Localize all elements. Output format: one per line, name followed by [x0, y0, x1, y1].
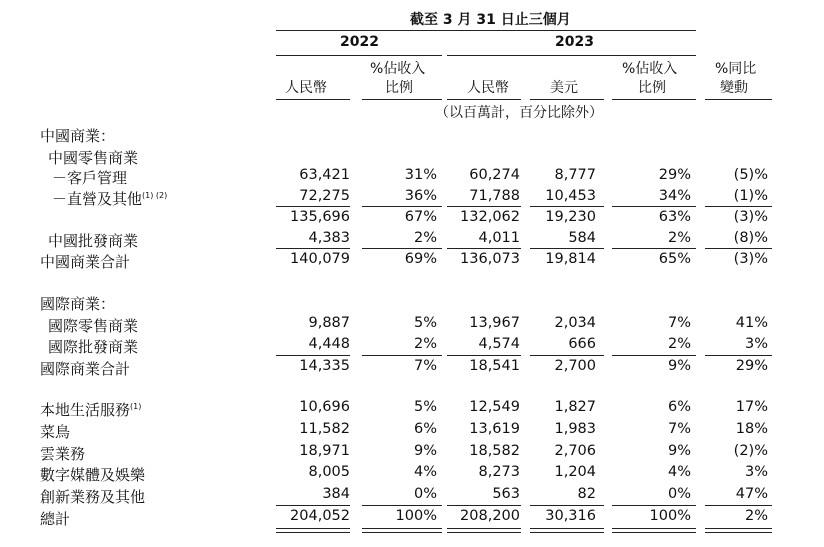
row-label: [52, 167, 127, 188]
table-cell: (8)%: [733, 230, 768, 246]
row-label: [40, 399, 141, 420]
col-pct-2022-l2: 比例: [385, 80, 413, 96]
table-cell: 2%: [413, 230, 437, 246]
rule-line: [612, 505, 696, 506]
table-cell: 69%: [404, 251, 437, 267]
table-cell: 19,230: [545, 209, 596, 225]
table-cell: 2%: [667, 336, 691, 352]
rule-line: [362, 248, 442, 249]
table-cell: 384: [322, 486, 350, 502]
table-cell: 4%: [667, 464, 691, 480]
row-label-text: 創新業務及其他: [40, 488, 146, 506]
table-cell: 7%: [667, 421, 691, 437]
rule-line: [447, 248, 521, 249]
table-cell: 7%: [413, 358, 437, 374]
row-label-text: －直營及其他: [52, 190, 143, 208]
rule-line: [276, 206, 350, 207]
table-cell: 1,204: [554, 464, 596, 480]
row-label-text: 中國商業合計: [40, 253, 131, 271]
table-cell: 100%: [649, 508, 691, 524]
table-cell: 584: [568, 230, 596, 246]
table-cell: 2,034: [554, 315, 596, 331]
table-cell: 12,549: [469, 399, 520, 415]
table-cell: 3%: [744, 336, 768, 352]
table-cell: 1,827: [554, 399, 596, 415]
table-cell: 11,582: [299, 421, 350, 437]
row-label-text: 中國批發商業: [48, 232, 139, 250]
table-cell: 666: [568, 336, 596, 352]
table-cell: 5%: [413, 399, 437, 415]
table-cell: 29%: [658, 167, 691, 183]
table-cell: 2%: [413, 336, 437, 352]
colhdr-underline-usd-2023: [530, 99, 604, 100]
table-cell: 208,200: [460, 508, 520, 524]
table-cell: 8,273: [478, 464, 520, 480]
table-cell: 36%: [404, 188, 437, 204]
period-underline: [276, 30, 696, 31]
table-cell: 135,696: [290, 209, 350, 225]
year-2023-underline: [447, 55, 696, 56]
table-cell: 14,335: [299, 358, 350, 374]
table-cell: 1,983: [554, 421, 596, 437]
rule-line: [362, 505, 442, 506]
table-cell: 18,582: [469, 443, 520, 459]
table-cell: 4%: [413, 464, 437, 480]
table-cell: (1)%: [733, 188, 768, 204]
colhdr-underline-rmb-2023: [447, 99, 521, 100]
rule-line: [705, 528, 772, 533]
rule-line: [705, 248, 772, 249]
table-cell: 0%: [667, 486, 691, 502]
table-cell: 100%: [395, 508, 437, 524]
table-cell: 4,448: [308, 336, 350, 352]
table-cell: 10,696: [299, 399, 350, 415]
table-cell: 67%: [404, 209, 437, 225]
table-cell: 71,788: [469, 188, 520, 204]
year-2022-underline: [276, 55, 442, 56]
table-cell: 60,274: [469, 167, 520, 183]
col-yoy-l1: %同比: [715, 61, 757, 77]
row-label: [48, 230, 138, 251]
table-cell: 6%: [667, 399, 691, 415]
year-2023: 2023: [555, 34, 594, 50]
row-label: [40, 421, 70, 442]
row-label: [40, 486, 145, 507]
row-label: [40, 358, 130, 379]
col-usd-2023: 美元: [550, 80, 578, 96]
table-cell: 65%: [658, 251, 691, 267]
row-label-text: 中國零售商業: [48, 149, 139, 167]
table-cell: 10,453: [545, 188, 596, 204]
row-label: [48, 147, 138, 168]
table-cell: 47%: [735, 486, 768, 502]
period-title: 截至 3 月 31 日止三個月: [410, 12, 571, 28]
year-2022: 2022: [340, 34, 379, 50]
table-cell: 2,700: [554, 358, 596, 374]
row-label: [48, 336, 138, 357]
table-cell: 8,777: [554, 167, 596, 183]
table-cell: 29%: [735, 358, 768, 374]
rule-line: [362, 528, 442, 533]
table-cell: 140,079: [290, 251, 350, 267]
table-cell: (5)%: [733, 167, 768, 183]
rule-line: [612, 355, 696, 356]
table-cell: 6%: [413, 421, 437, 437]
rule-line: [612, 206, 696, 207]
table-cell: 34%: [658, 188, 691, 204]
table-cell: 9%: [667, 443, 691, 459]
col-yoy-l2: 變動: [720, 80, 748, 96]
table-cell: 13,967: [469, 315, 520, 331]
table-cell: 63%: [658, 209, 691, 225]
table-cell: 82: [577, 486, 596, 502]
row-label: [40, 251, 130, 272]
rule-line: [530, 528, 604, 533]
rule-line: [362, 355, 442, 356]
rule-line: [447, 355, 521, 356]
table-cell: 204,052: [290, 508, 350, 524]
rule-line: [705, 355, 772, 356]
rule-line: [705, 206, 772, 207]
table-cell: 0%: [413, 486, 437, 502]
table-cell: 563: [492, 486, 520, 502]
table-cell: 8,005: [308, 464, 350, 480]
col-pct-2023-l1: %佔收入: [622, 61, 678, 77]
table-cell: 9%: [413, 443, 437, 459]
table-cell: 13,619: [469, 421, 520, 437]
table-cell: 18%: [735, 421, 768, 437]
table-cell: 30,316: [545, 508, 596, 524]
table-cell: 31%: [404, 167, 437, 183]
table-cell: 18,971: [299, 443, 350, 459]
row-label-text: 總計: [40, 510, 71, 528]
table-cell: 4,383: [308, 230, 350, 246]
footnote-marker: (1): [130, 402, 142, 411]
rule-line: [530, 355, 604, 356]
row-label: [40, 508, 70, 529]
rule-line: [705, 505, 772, 506]
table-cell: 9,887: [308, 315, 350, 331]
table-cell: 17%: [735, 399, 768, 415]
col-pct-2023-l2: 比例: [638, 80, 666, 96]
row-label-text: 本地生活服務: [40, 401, 131, 419]
table-cell: 4,011: [478, 230, 520, 246]
row-label-text: 中國商業：: [40, 127, 116, 145]
rule-line: [362, 206, 442, 207]
row-label-text: －客戶管理: [52, 169, 128, 187]
table-cell: 4,574: [478, 336, 520, 352]
col-pct-2022-l1: %佔收入: [370, 61, 426, 77]
rule-line: [530, 505, 604, 506]
row-label: [48, 315, 138, 336]
table-cell: (3)%: [733, 251, 768, 267]
row-label: [40, 125, 115, 146]
row-label: [52, 188, 167, 209]
table-cell: 136,073: [460, 251, 520, 267]
table-cell: 132,062: [460, 209, 520, 225]
rule-line: [276, 355, 350, 356]
row-label-text: 國際商業：: [40, 295, 116, 313]
table-cell: 2%: [744, 508, 768, 524]
rule-line: [447, 206, 521, 207]
row-label-text: 國際批發商業: [48, 338, 139, 356]
row-label-text: 雲業務: [40, 445, 86, 463]
table-cell: 41%: [735, 315, 768, 331]
colhdr-underline-pct-2023: [612, 99, 696, 100]
table-cell: 2%: [667, 230, 691, 246]
table-cell: 7%: [667, 315, 691, 331]
row-label-text: 國際商業合計: [40, 360, 131, 378]
footnote-marker: (1) (2): [142, 191, 168, 200]
row-label-text: 數字媒體及娛樂: [40, 466, 146, 484]
rule-line: [276, 505, 350, 506]
table-cell: 72,275: [299, 188, 350, 204]
table-cell: (2)%: [733, 443, 768, 459]
unit-note: （以百萬計，百分比除外）: [435, 105, 603, 121]
table-cell: 18,541: [469, 358, 520, 374]
table-cell: 5%: [413, 315, 437, 331]
rule-line: [276, 528, 350, 533]
table-cell: 2,706: [554, 443, 596, 459]
rule-line: [276, 248, 350, 249]
row-label-text: 菜鳥: [40, 423, 71, 441]
table-cell: 19,814: [545, 251, 596, 267]
rule-line: [447, 505, 521, 506]
row-label: [40, 293, 115, 314]
rule-line: [447, 528, 521, 533]
col-rmb-2023: 人民幣: [467, 80, 509, 96]
table-cell: (3)%: [733, 209, 768, 225]
row-label: [40, 443, 85, 464]
table-cell: 9%: [667, 358, 691, 374]
col-rmb-2022: 人民幣: [285, 80, 327, 96]
colhdr-underline-pct-2022: [362, 99, 442, 100]
colhdr-underline-rmb-2022: [276, 99, 350, 100]
rule-line: [612, 528, 696, 533]
table-cell: 3%: [744, 464, 768, 480]
row-label-text: 國際零售商業: [48, 317, 139, 335]
row-label: [40, 464, 145, 485]
rule-line: [612, 248, 696, 249]
colhdr-underline-yoy: [705, 99, 772, 100]
rule-line: [530, 248, 604, 249]
rule-line: [530, 206, 604, 207]
table-cell: 63,421: [299, 167, 350, 183]
